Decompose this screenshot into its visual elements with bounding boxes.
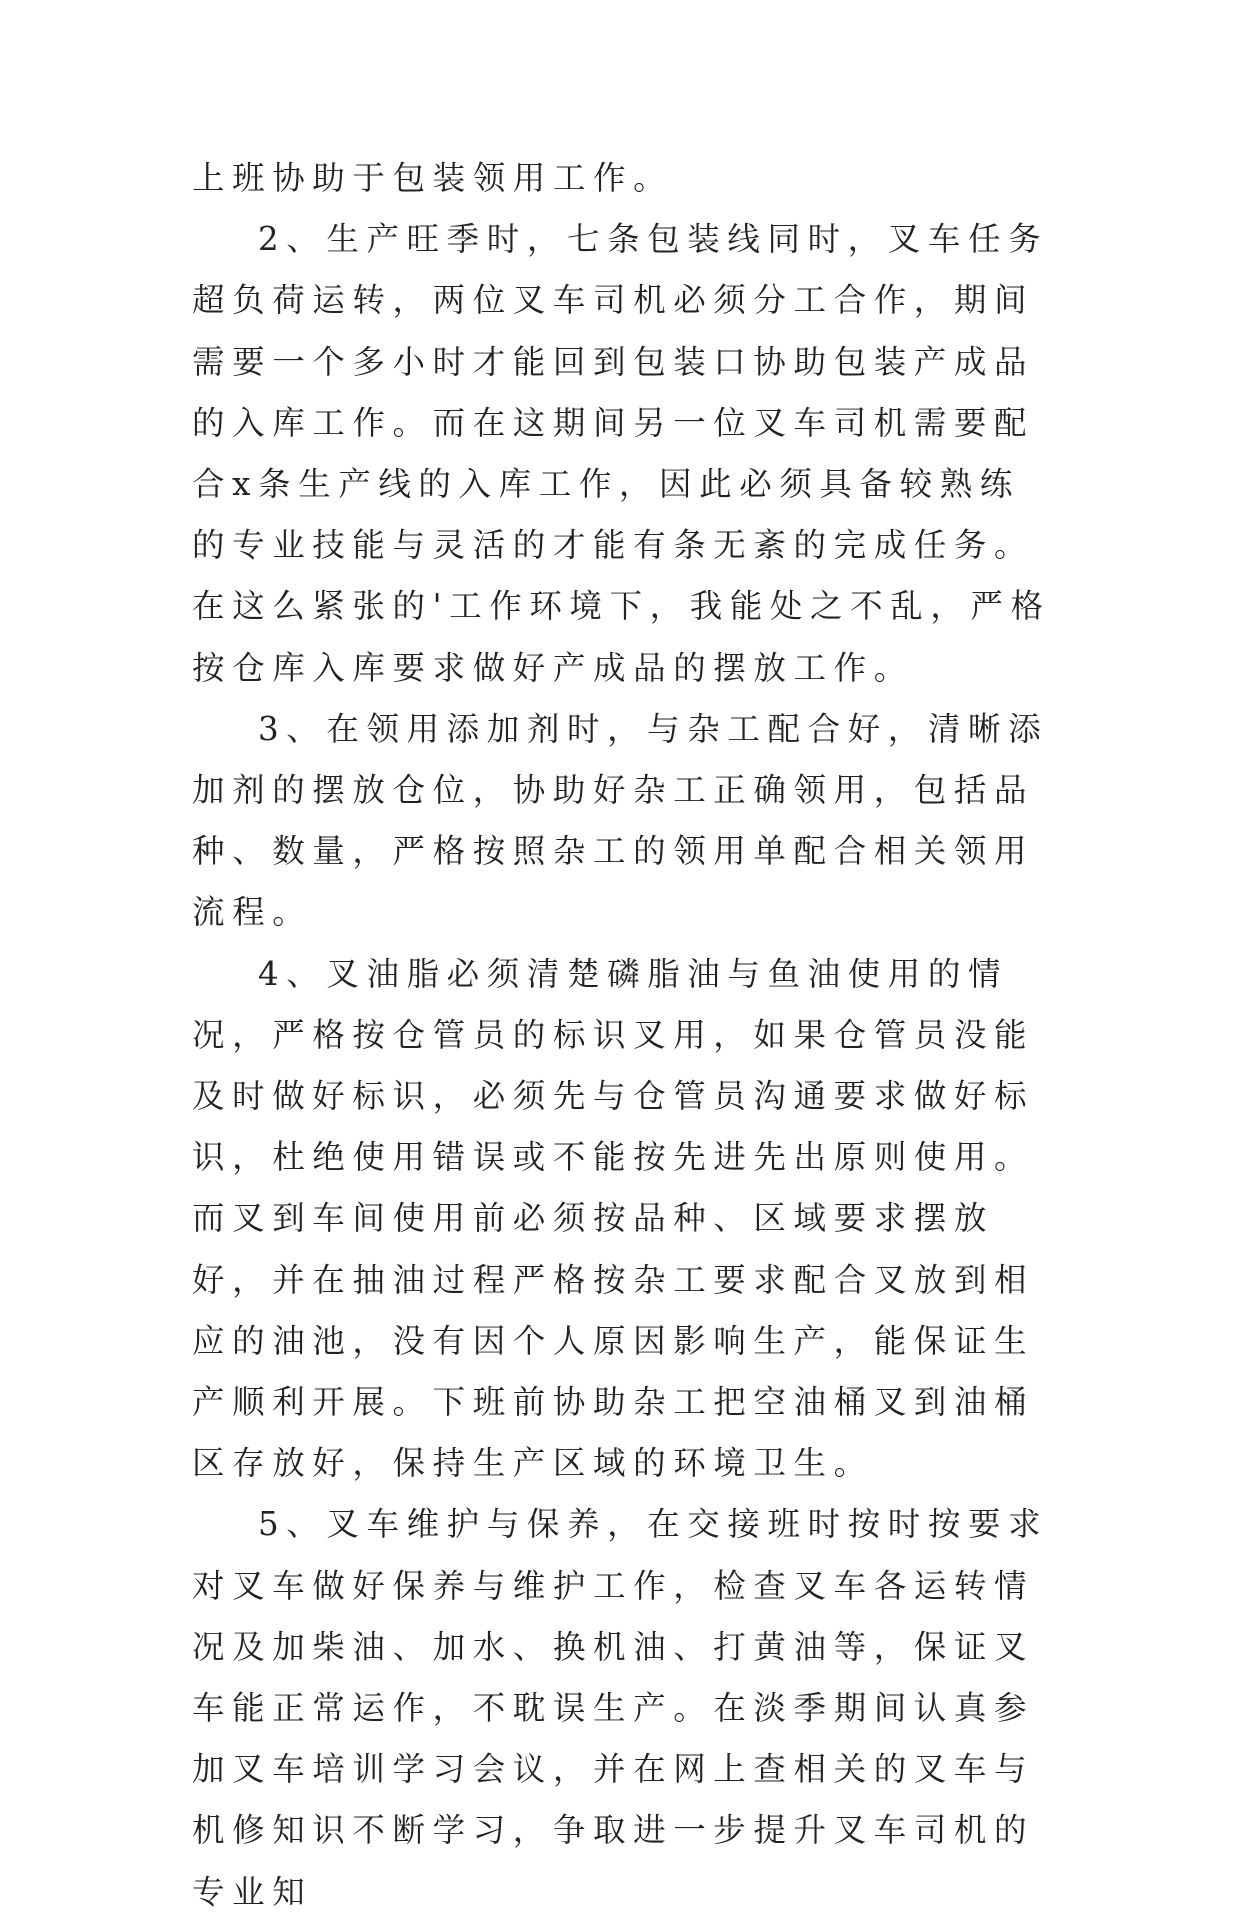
paragraph-2: 2、生产旺季时，七条包装线同时，叉车任务超负荷运转，两位叉车司机必须分工合作，期间需要一个多小时才能回到包装口协助包装产成品的入库工作。而在这期间另一位叉车司机需要配合x条生产线的入库工作，因此必须具备较熟练的专业技能与灵活的才能有条无紊的完成任务。在这么紧张的'工作环境下，我能处之不乱，严格按仓库入库要求做好产成品的摆放工作。: [192, 220, 1051, 687]
paragraph-5: 5、叉车维护与保养，在交接班时按时按要求对叉车做好保养与维护工作，检查叉车各运转情况及加柴油、加水、换机油、打黄油等，保证叉车能正常运作，不耽误生产。在淡季期间认真参加叉车培训学习会议，并在网上查相关的叉车与机修知识不断学习，争取进一步提升叉车司机的专业知: [192, 1505, 1049, 1911]
paragraph-4: 4、叉油脂必须清楚磷脂油与鱼油使用的情况，严格按仓管员的标识叉用，如果仓管员没能及时做好标识，必须先与仓管员沟通要求做好标识，杜绝使用错误或不能按先进先出原则使用。而叉到车间使用前必须按品种、区域要求摆放好，并在抽油过程严格按杂工要求配合叉放到相应的油池，没有因个人原因影响生产，能保证生产顺利开展。下班前协助杂工把空油桶叉到油桶区存放好，保持生产区域的环境卫生。: [192, 954, 1035, 1483]
paragraph-3: 3、在领用添加剂时，与杂工配合好，清晰添加剂的摆放仓位，协助好杂工正确领用，包括品种、数量，严格按照杂工的领用单配合相关领用流程。: [192, 709, 1049, 932]
paragraph-1: 上班协助于包装领用工作。: [192, 159, 674, 197]
document-body: [192, 148, 1054, 1923]
